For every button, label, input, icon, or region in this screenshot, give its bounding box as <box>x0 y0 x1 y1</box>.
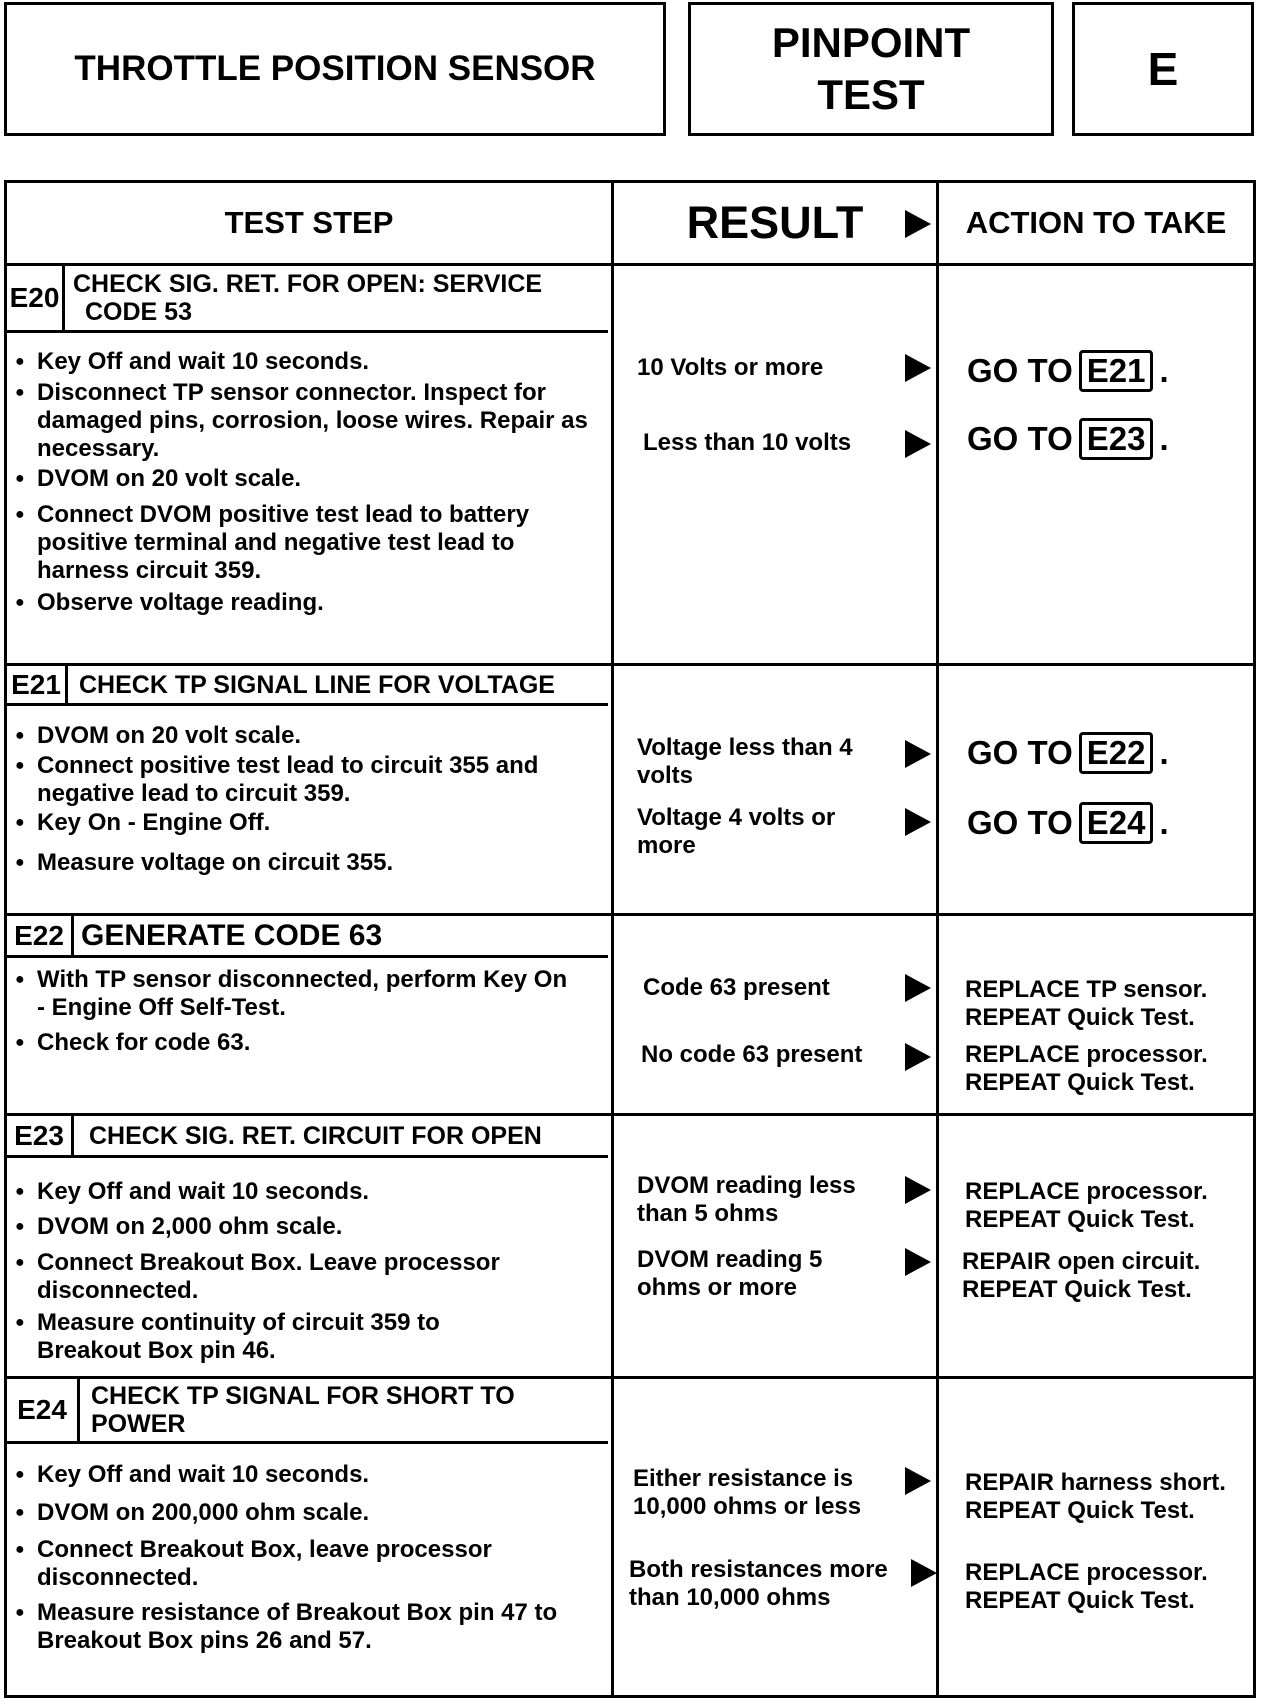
step-title: GENERATE CODE 63 <box>81 918 383 952</box>
instruction-item: ● Connect Breakout Box. Leave processor disconnected. <box>15 1249 575 1305</box>
result-text: No code 63 present <box>641 1041 863 1068</box>
step-header <box>7 1379 608 1444</box>
step-title <box>73 266 604 330</box>
action-text: REPAIR harness short. REPEAT Quick Test. <box>965 1469 1226 1524</box>
step-ref-e22[interactable]: E22 <box>1079 732 1154 774</box>
sensor-title <box>4 2 666 136</box>
result-text: Less than 10 volts <box>643 429 852 456</box>
result-arrow-icon <box>905 1043 931 1071</box>
test-letter-text: E <box>1147 43 1179 95</box>
column-header-test-step: TEST STEP <box>224 205 394 240</box>
result-text: DVOM reading 5 ohms or more <box>637 1246 823 1301</box>
step-id: E24 <box>7 1379 80 1441</box>
instruction-item: ● Key On - Engine Off. <box>15 809 607 837</box>
result-text: Both resistances more than 10,000 ohms <box>629 1556 888 1611</box>
instruction-item: ● Connect DVOM positive test lead to battery positive terminal and negative test lead to harness circuit 359. <box>15 501 607 585</box>
result-text: Voltage less than 4 volts <box>637 734 853 789</box>
step-title: CHECK SIG. RET. CIRCUIT FOR OPEN <box>89 1121 542 1150</box>
step-e23 <box>7 1116 1253 1376</box>
instruction-item: ● DVOM on 20 volt scale. <box>15 722 607 750</box>
step-e20 <box>7 266 1253 663</box>
pinpoint-line: PINPOINT <box>771 19 971 66</box>
instruction-item: ● Measure continuity of circuit 359 to Breakout Box pin 46. <box>15 1309 515 1365</box>
goto-label: GO TO <box>967 734 1073 771</box>
action-text: REPLACE processor. REPEAT Quick Test. <box>965 1178 1208 1233</box>
step-title: CHECK TP SIGNAL LINE FOR VOLTAGE <box>79 670 555 699</box>
goto-label: GO TO <box>967 420 1073 457</box>
step-title-line: CHECK SIG. RET. FOR OPEN: SERVICE <box>73 270 543 298</box>
result-arrow-icon <box>905 430 931 458</box>
result-arrow-icon <box>905 974 931 1002</box>
step-header <box>7 666 608 706</box>
step-id: E21 <box>7 666 68 703</box>
goto-label: GO TO <box>967 352 1073 389</box>
action-text: REPLACE TP sensor. REPEAT Quick Test. <box>965 976 1208 1031</box>
step-header <box>7 1116 608 1158</box>
column-header-action: ACTION TO TAKE <box>965 205 1227 240</box>
step-ref-e21[interactable]: E21 <box>1079 350 1154 392</box>
column-header-result-text: RESULT <box>686 197 864 248</box>
instruction-item: ● DVOM on 200,000 ohm scale. <box>15 1499 607 1527</box>
action-goto: GO TO E22 . <box>967 732 1169 774</box>
result-text: 10 Volts or more <box>637 354 824 381</box>
result-arrow-icon <box>905 354 931 382</box>
instruction-item: ● Key Off and wait 10 seconds. <box>15 1178 607 1206</box>
result-arrow-icon <box>905 210 931 238</box>
step-e24 <box>7 1379 1253 1695</box>
result-arrow-icon <box>911 1559 937 1587</box>
result-arrow-icon <box>905 1467 931 1495</box>
result-text: DVOM reading less than 5 ohms <box>637 1172 856 1227</box>
instruction-item: ● Key Off and wait 10 seconds. <box>15 348 607 376</box>
step-header <box>7 916 608 958</box>
result-arrow-icon <box>905 740 931 768</box>
instruction-item: ● DVOM on 20 volt scale. <box>15 465 607 493</box>
step-id: E20 <box>7 266 65 330</box>
result-text: Voltage 4 volts or more <box>637 804 836 859</box>
result-arrow-icon <box>905 1176 931 1204</box>
step-id: E22 <box>7 916 74 955</box>
pinpoint-table <box>4 180 1256 1698</box>
result-arrow-icon <box>905 808 931 836</box>
action-text: REPLACE processor. REPEAT Quick Test. <box>965 1041 1208 1096</box>
instruction-item: ● Connect positive test lead to circuit 355 and negative lead to circuit 359. <box>15 752 595 808</box>
instruction-item: ● Disconnect TP sensor connector. Inspect for damaged pins, corrosion, loose wires. Repair as necessary. <box>15 379 607 463</box>
step-header <box>7 266 608 333</box>
instruction-item: ● Observe voltage reading. <box>15 589 607 617</box>
test-letter <box>1072 2 1254 136</box>
step-ref-e24[interactable]: E24 <box>1079 802 1154 844</box>
action-text: REPAIR open circuit. REPEAT Quick Test. <box>962 1248 1201 1303</box>
instruction-item: ● DVOM on 2,000 ohm scale. <box>15 1213 607 1241</box>
step-title-line: CODE 53 <box>85 298 192 326</box>
step-title <box>91 1379 604 1441</box>
column-header-result <box>614 183 936 263</box>
instruction-item: ● Measure voltage on circuit 355. <box>15 849 607 877</box>
instruction-item: ● Check for code 63. <box>15 1029 607 1057</box>
action-goto: GO TO E21 . <box>967 350 1169 392</box>
step-title-line: POWER <box>91 1410 186 1438</box>
instruction-item: ● Connect Breakout Box, leave processor disconnected. <box>15 1536 575 1592</box>
step-e21 <box>7 666 1253 913</box>
result-text: Either resistance is 10,000 ohms or less <box>633 1465 862 1520</box>
goto-label: GO TO <box>967 804 1073 841</box>
sensor-title-text: THROTTLE POSITION SENSOR <box>74 49 596 88</box>
pinpoint-test-label <box>688 2 1054 136</box>
step-title-line: CHECK TP SIGNAL FOR SHORT TO <box>91 1382 515 1410</box>
instruction-item: ● Key Off and wait 10 seconds. <box>15 1461 607 1489</box>
test-line: TEST <box>817 71 925 118</box>
step-e22 <box>7 916 1253 1113</box>
step-ref-e23[interactable]: E23 <box>1079 418 1154 460</box>
action-goto: GO TO E24 . <box>967 802 1169 844</box>
instruction-item: ● Measure resistance of Breakout Box pin 47 to Breakout Box pins 26 and 57. <box>15 1599 575 1655</box>
action-text: REPLACE processor. REPEAT Quick Test. <box>965 1559 1208 1614</box>
result-arrow-icon <box>905 1248 931 1276</box>
action-goto: GO TO E23 . <box>967 418 1169 460</box>
instruction-item: ● With TP sensor disconnected, perform Key On - Engine Off Self-Test. <box>15 966 575 1022</box>
result-text: Code 63 present <box>643 974 830 1001</box>
step-id: E23 <box>7 1116 74 1155</box>
